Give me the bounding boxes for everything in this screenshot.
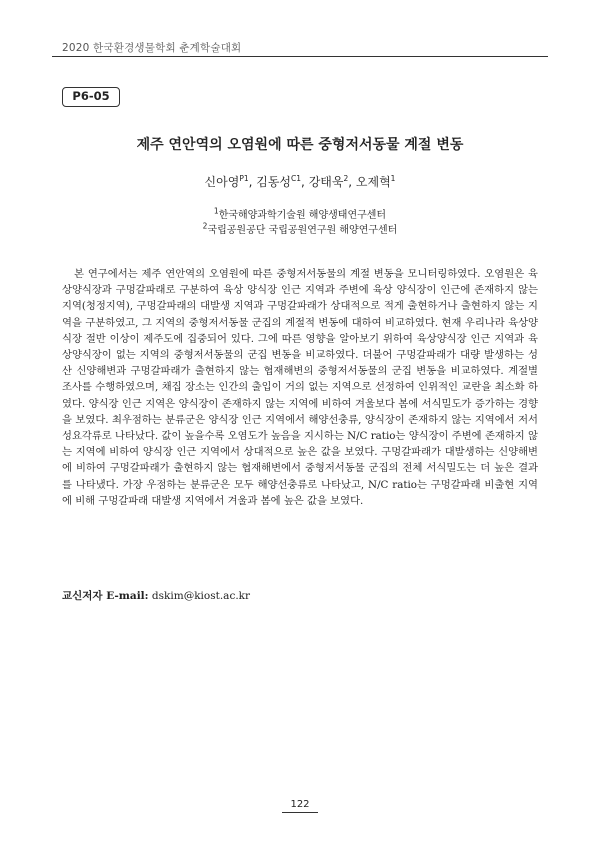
affiliation-superscript: 2	[202, 221, 208, 231]
affiliation-1	[62, 206, 538, 221]
correspondence-label: 교신저자 E-mail:	[62, 590, 149, 602]
correspondence-email[interactable]: dskim@kiost.ac.kr	[151, 590, 251, 602]
poster-id-badge: P6-05	[62, 87, 120, 107]
author-superscript: 2	[343, 174, 349, 183]
author-superscript: P1	[239, 174, 249, 183]
page-number: 122	[290, 799, 310, 810]
correspondence-line	[62, 588, 538, 603]
author-superscript: C1	[291, 174, 302, 183]
running-header: 2020 한국환경생물학회 춘계학술대회	[62, 42, 242, 54]
affiliation-superscript: 1	[213, 206, 219, 216]
header-divider	[52, 56, 548, 57]
paper-title: 제주 연안역의 오염원에 따른 중형저서동물 계절 변동	[136, 137, 464, 153]
page-number-underline	[282, 812, 318, 813]
author-name: 오제혁	[355, 175, 391, 189]
affiliation-2	[62, 221, 538, 236]
affiliation-text: 국립공원공단 국립공원연구원 해양연구센터	[207, 225, 398, 236]
author-superscript: 1	[390, 174, 396, 183]
author-name: 강태욱	[308, 175, 344, 189]
author-list: 신아영$^{P1}$, 김동성$^{C1}$, 강태욱$^2$, 오제혁$^1$	[204, 174, 396, 189]
abstract-body: 본 연구에서는 제주 연안역의 오염원에 따른 중형저서동물의 계절 변동을 모니터링하였다. 오염원은 육상양식장과 구멍갈파래로 구분하여 육상 양식장 인근 지역과 주변에 육상 양식장이 인근에 존재하지 않는 지역(청정지역), 구멍갈파래의 대발생 지역과 구멍갈파래가 상대적으로 적게 출현하거나 출현하지 않는 지역을 구분하였고, 그 지역의 중형저서동물 군집의 계절적 변동에 대하여 비교하였다. 현재 우리나라 육상양식장 절반 이상이 제주도에 집중되어 있다. 그에 따른 영향을 알아보기 위하여 육상양식장 인근 지역과 육상양식장이 없는 지역의 중형저서동물의 군집 변동을 비교하였다. 더불어 구멍갈파래가 대량 발생하는 성산 신양해변과 구멍갈파래가 출현하지 않는 협재해변의 중형저서동물의 군집 변동을 비교하였다. 계절별 조사를 수행하였으며, 채집 장소는 인간의 출입이 거의 없는 지역으로 선정하여 인위적인 교란을 최소화 하였다. 양식장 인근 지역은 양식장이 존재하지 않는 지역에 비하여 겨울보다 봄에 서식밀도가 증가하는 경향을 보였다. 최우점하는 분류군은 양식장 인근 지역에서 해양선충류, 양식장이 존재하지 않는 지역에서 저서성요각류로 나타났다. 값이 높을수록 오염도가 높음을 지시하는 N/C ratio는 양식장이 주변에 존재하지 않는 지역에 비하여 양식장 인근 지역에서 상대적으로 높은 값을 보였다. 구멍갈파래가 대발생하는 신양해변에 비하여 구멍갈파래가 출현하지 않는 협재해변에서 중형저서동물 군집의 전체 서식밀도는 더 높은 결과를 나타냈다. 가장 우점하는 분류군은 모두 해양선충류로 나타났고, N/C ratio는 구멍갈파래 비출현 지역에 비해 구멍갈파래 대발생 지역에서 겨울과 봄에 높은 값을 보였다.	[62, 268, 538, 507]
author-name: 김동성	[256, 175, 292, 189]
author-name: 신아영	[204, 175, 240, 189]
affiliation-text: 한국해양과학기술원 해양생태연구센터	[218, 210, 387, 221]
